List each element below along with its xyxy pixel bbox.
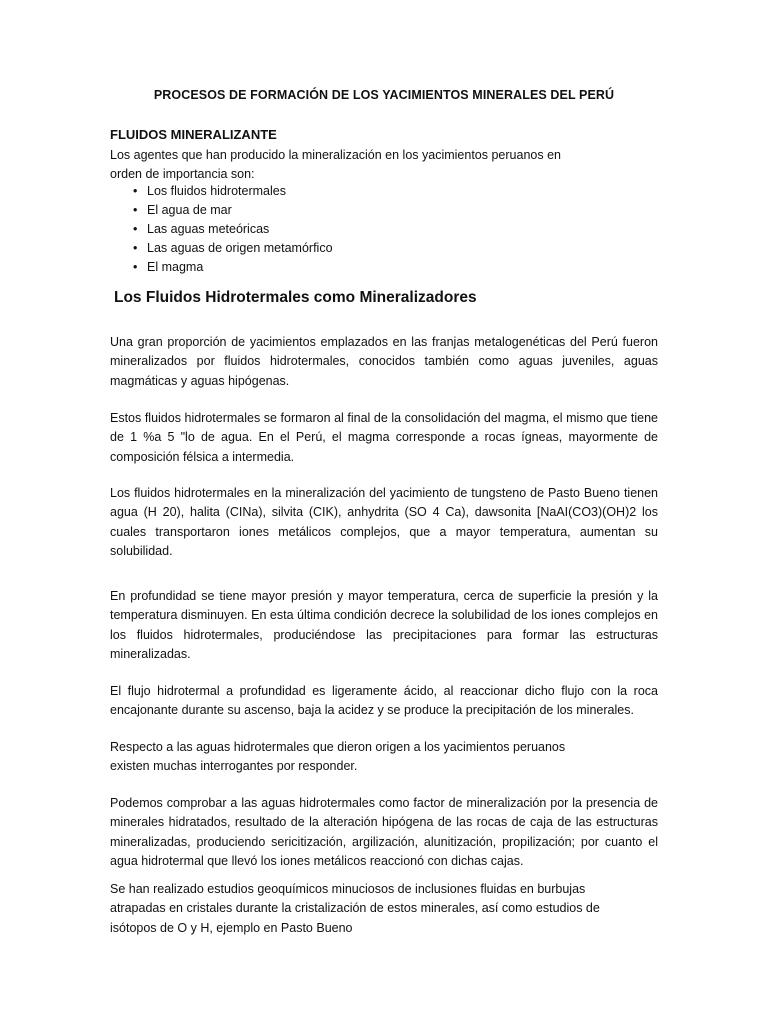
list-item bbox=[130, 201, 333, 220]
paragraph: Los fluidos hidrotermales en la mineralización del yacimiento de tungsteno de Pasto Bueno tienen agua (H 20), halita (CINa), silvita (CIK), anhydrita (SO 4 Ca), dawsonita [NaAI(CO3)(OH)2 los cuales transportaron iones metálicos complejos, que a mayor temperatura, aumentan su solubilidad. bbox=[110, 485, 658, 558]
paragraph: Una gran proporción de yacimientos emplazados en las franjas metalogenéticas del Perú fueron mineralizados por fluidos hidrotermales, conocidos también como aguas juveniles, aguas magmáticas y aguas hipógenas. bbox=[110, 334, 658, 388]
paragraph: En profundidad se tiene mayor presión y mayor temperatura, cerca de superficie la presión y la temperatura disminuyen. En esta última condición decrece la solubilidad de los iones complejos en los fluidos hidrotermales, produciéndose las precipitaciones para formar las estructuras mineralizadas. bbox=[110, 588, 658, 661]
list-item bbox=[130, 239, 333, 258]
paragraph: Podemos comprobar a las aguas hidrotermales como factor de mineralización por la presencia de minerales hidratados, resultado de la alteración hipógena de las rocas de caja de las estructuras mineralizadas, produciendo sericitización, argilización, alunitización, propilización; por cuanto el agua hidrotermal que llevó los iones metálicos reaccionó con dichas cajas. bbox=[110, 795, 658, 868]
paragraph: El flujo hidrotermal a profundidad es ligeramente ácido, al reaccionar dicho flujo con la roca encajonante durante su ascenso, baja la acidez y se produce la precipitación de los minerales. bbox=[110, 683, 658, 717]
paragraph: Respecto a las aguas hidrotermales que dieron origen a los yacimientos peruanos existen muchas interrogantes por responder. bbox=[110, 739, 566, 773]
list-item-text: El magma bbox=[147, 260, 204, 274]
section-heading: Los Fluidos Hidrotermales como Mineralizadores bbox=[114, 289, 477, 306]
paragraph: Estos fluidos hidrotermales se formaron al final de la consolidación del magma, el mismo que tiene de 1 %a 5 "lo de agua. En el Perú, el magma corresponde a rocas ígneas, mayormente de composición félsica a intermedia. bbox=[110, 410, 658, 464]
intro-text: Los agentes que han producido la mineralización en los yacimientos peruanos en orden de importancia son: bbox=[110, 148, 561, 181]
agent-list bbox=[130, 182, 333, 277]
list-item-text: Los fluidos hidrotermales bbox=[147, 184, 286, 198]
list-item-text: El agua de mar bbox=[147, 203, 232, 217]
list-item bbox=[130, 258, 333, 277]
bullet-glyph: • bbox=[133, 260, 138, 274]
bullet-glyph: • bbox=[133, 184, 138, 198]
bullet-glyph: • bbox=[133, 203, 138, 217]
list-item bbox=[130, 182, 333, 201]
paragraph: Se han realizado estudios geoquímicos minuciosos de inclusiones fluidas en burbujas atrapadas en cristales durante la cristalización de estos minerales, así como estudios de isótopos de O y H, ejemplo en Pasto Bueno bbox=[110, 881, 600, 935]
list-item bbox=[130, 220, 333, 239]
list-item-text: Las aguas meteóricas bbox=[147, 222, 270, 236]
bullet-glyph: • bbox=[133, 222, 138, 236]
section-label: FLUIDOS MINERALIZANTE bbox=[110, 127, 277, 142]
list-item-text: Las aguas de origen metamórfico bbox=[147, 241, 333, 255]
bullet-glyph: • bbox=[133, 241, 138, 255]
document-title: PROCESOS DE FORMACIÓN DE LOS YACIMIENTOS MINERALES DEL PERÚ bbox=[153, 88, 615, 102]
